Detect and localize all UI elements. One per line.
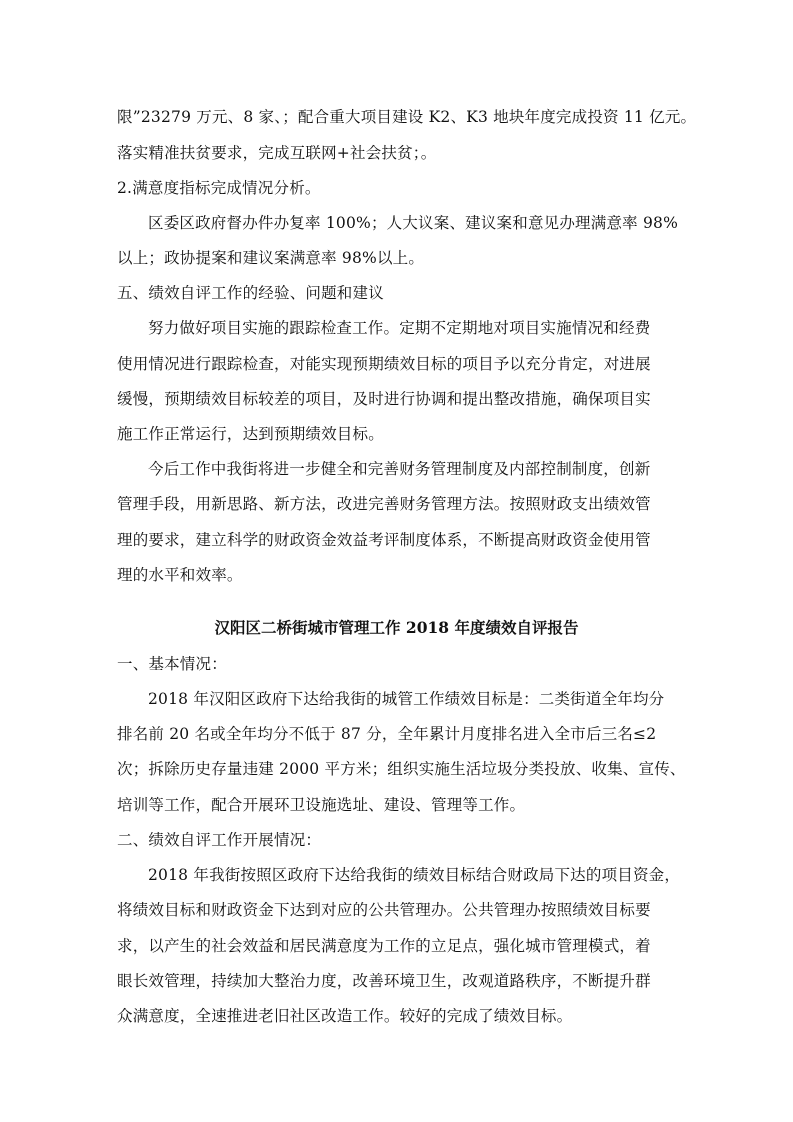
text-line: 限”23279 万元、8 家、；配合重大项目建设 K2、K3 地块年度完成投资 11 亿元。: [117, 108, 697, 126]
text-line: 管理手段，用新思路、新方法，改进完善财务管理方法。按照财政支出绩效管: [117, 495, 651, 513]
text-line: 缓慢，预期绩效目标较差的项目，及时进行协调和提出整改措施，确保项目实: [117, 390, 651, 408]
text-line: 理的要求，建立科学的财政资金效益考评制度体系，不断提高财政资金使用管: [117, 531, 651, 549]
text-line: 眼长效管理，持续加大整治力度，改善环境卫生，改观道路秩序，不断提升群: [117, 972, 651, 990]
text-line: 使用情况进行跟踪检查，对能实现预期绩效目标的项目予以充分肯定，对进展: [117, 355, 651, 373]
text-line: 努力做好项目实施的跟踪检查工作。定期不定期地对项目实施情况和经费: [148, 319, 651, 337]
text-line: 将绩效目标和财政资金下达到对应的公共管理办。公共管理办按照绩效目标要: [117, 901, 651, 919]
section-heading: 一、基本情况：: [117, 655, 227, 673]
text-line: 理的水平和效率。: [117, 566, 243, 584]
text-line: 施工作正常运行，达到预期绩效目标。: [117, 425, 384, 443]
text-line: 次；拆除历史存量违建 2000 平方米；组织实施生活垃圾分类投放、收集、宣传、: [117, 760, 686, 778]
section-heading: 五、绩效自评工作的经验、问题和建议: [117, 284, 384, 302]
text-line: 排名前 20 名或全年均分不低于 87 分，全年累计月度排名进入全市后三名≤2: [117, 725, 657, 743]
text-line: 落实精准扶贫要求，完成互联网+社会扶贫；。: [117, 144, 437, 162]
text-line: 众满意度，全速推进老旧社区改造工作。较好的完成了绩效目标。: [117, 1007, 573, 1025]
text-line: 2018 年汉阳区政府下达给我街的城管工作绩效目标是：二类街道全年均分: [148, 690, 665, 708]
text-line: 2.满意度指标完成情况分析。: [117, 179, 321, 197]
text-line: 培训等工作，配合开展环卫设施选址、建设、管理等工作。: [117, 796, 526, 814]
report-title: 汉阳区二桥街城市管理工作 2018 年度绩效自评报告: [214, 618, 579, 637]
text-line: 求，以产生的社会效益和居民满意度为工作的立足点，强化城市管理模式，着: [117, 937, 651, 955]
section-heading: 二、绩效自评工作开展情况：: [117, 831, 322, 849]
text-line: 2018 年我街按照区政府下达给我街的绩效目标结合财政局下达的项目资金，: [148, 866, 681, 884]
text-line: 区委区政府督办件办复率 100%；人大议案、建议案和意见办理满意率 98%: [148, 214, 679, 232]
text-line: 以上；政协提案和建议案满意率 98%以上。: [117, 249, 425, 267]
text-line: 今后工作中我街将进一步健全和完善财务管理制度及内部控制制度，创新: [148, 460, 651, 478]
